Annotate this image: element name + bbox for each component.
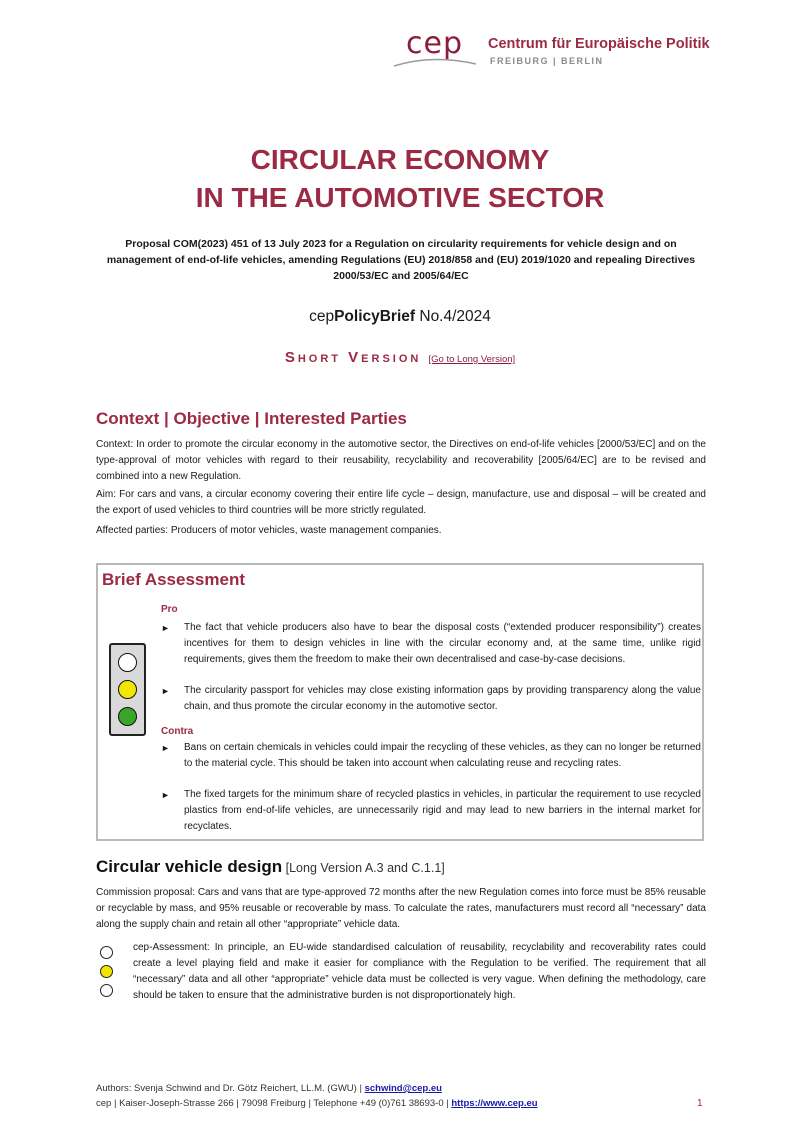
brief-bold: PolicyBrief: [334, 308, 416, 325]
address-text: cep | Kaiser-Joseph-Strasse 266 | 79098 Freiburg | Telephone +49 (0)761 38693-0 |: [96, 1098, 452, 1109]
small-traffic-light-middle-lamp: [100, 965, 113, 978]
bullet-text: The fixed targets for the minimum share of recycled plastics in vehicles, in particular the requirement to use recycled plastics from end-of-life vehicles, are unnecessarily rigid and may lead to new barriers in the internal market for recyclates.: [184, 789, 701, 832]
proposal-reference: Proposal COM(2023) 451 of 13 July 2023 for a Regulation on circularity requirements for vehicle design and on management of end-of-life vehicles, amending Regulations (EU) 2018/858 and (EU) 2019/1020 and repealing Directives 2000/53/EC and 2005/64/EC: [106, 238, 696, 282]
page-number: 1: [697, 1098, 703, 1109]
section-heading: [96, 857, 445, 877]
bullet-text: Bans on certain chemicals in vehicles could impair the recycling of these vehicles, as they can no longer be returned to the material cycle. This should be taken into account when calculating reuse and recycling rates.: [184, 742, 701, 769]
org-cities: FREIBURG | BERLIN: [490, 56, 604, 66]
bullet-arrow-icon: ►: [161, 790, 170, 800]
traffic-light-top-lamp: [118, 653, 137, 672]
short-version-label: Short Version: [284, 349, 422, 366]
pro-heading: Pro: [161, 604, 178, 615]
brief-assessment-heading: Brief Assessment: [102, 570, 245, 589]
long-version-link[interactable]: [Go to Long Version]: [428, 354, 516, 365]
bullet-text: The circularity passport for vehicles may close existing information gaps by providing transparency along the value chain, and thus promote the circular economy in the automotive sector.: [184, 685, 701, 712]
commission-proposal-paragraph: Commission proposal: Cars and vans that are type-approved 72 months after the new Regulation comes into force must be 85% reusable or recyclable by mass, and 95% reusable or recoverable by mass. To calculate the rates, manufacturers must record all “necessary” data along the supply chain and retain all other “appropriate” vehicle data.: [96, 887, 706, 930]
website-link[interactable]: https://www.cep.eu: [451, 1098, 538, 1109]
author-email-link[interactable]: schwind@cep.eu: [364, 1083, 442, 1094]
title-line-2: IN THE AUTOMOTIVE SECTOR: [195, 182, 605, 213]
long-version-reference: [Long Version A.3 and C.1.1]: [282, 861, 445, 875]
small-traffic-light-top-lamp: [100, 946, 113, 959]
brief-prefix: cep: [309, 308, 335, 325]
context-paragraph: Context: In order to promote the circular economy in the automotive sector, the Directives on end-of-life vehicles [2000/53/EC] and on the type-approval of motor vehicles with regard to their reusability, recyclability and recoverability [2005/64/EC] are to be revised and combined into a new Regulation.: [96, 439, 706, 482]
bullet-arrow-icon: ►: [161, 623, 170, 633]
footer-authors: [96, 1083, 442, 1094]
org-name: Centrum für Europäische Politik: [488, 36, 710, 52]
footer-address: [96, 1098, 538, 1109]
bullet-arrow-icon: ►: [161, 743, 170, 753]
bullet-arrow-icon: ►: [161, 686, 170, 696]
version-line: [0, 349, 800, 366]
aim-paragraph: Aim: For cars and vans, a circular economy covering their entire life cycle – design, manufacture, use and disposal – will be created and the export of used vehicles to third countries will be more strictly regulated.: [96, 489, 706, 516]
affected-parties-paragraph: Affected parties: Producers of motor vehicles, waste management companies.: [96, 525, 442, 536]
logo-text: cep: [406, 26, 463, 61]
small-traffic-light-bottom-lamp: [100, 984, 113, 997]
authors-text: Authors: Svenja Schwind and Dr. Götz Reichert, LL.M. (GWU) |: [96, 1083, 365, 1094]
small-traffic-light-icon: [97, 944, 117, 1000]
policy-brief-number: [0, 308, 800, 326]
brief-number: No.4/2024: [415, 308, 491, 325]
traffic-light-middle-lamp: [118, 680, 137, 699]
traffic-light-icon: [109, 643, 146, 736]
cep-logo: [392, 24, 478, 70]
contra-heading: Contra: [161, 726, 194, 737]
bullet-text: The fact that vehicle producers also have to bear the disposal costs (“extended producer responsibility”) creates incentives for them to design vehicles in line with the circular economy and, at the same time, unlike rigid requirements, gives them the freedom to make their own decentralised and case-by-case decisions.: [184, 622, 701, 665]
section-title: Circular vehicle design: [96, 857, 283, 876]
title-line-1: CIRCULAR ECONOMY: [250, 144, 550, 175]
context-heading: Context | Objective | Interested Parties: [96, 409, 407, 428]
cep-assessment-paragraph: cep-Assessment: In principle, an EU-wide standardised calculation of reusability, recyclability and recoverability rates could create a level playing field and make it easier for compliance with the Regulation to be verified. The requirement that all “necessary” data and all other “appropriate” vehicle data must be collected is very vague. When defining the methodology, care should be taken to ensure that the administrative burden is not disproportionately high.: [133, 942, 706, 1001]
traffic-light-bottom-lamp: [118, 707, 137, 726]
logo-swoosh-icon: [392, 54, 478, 70]
